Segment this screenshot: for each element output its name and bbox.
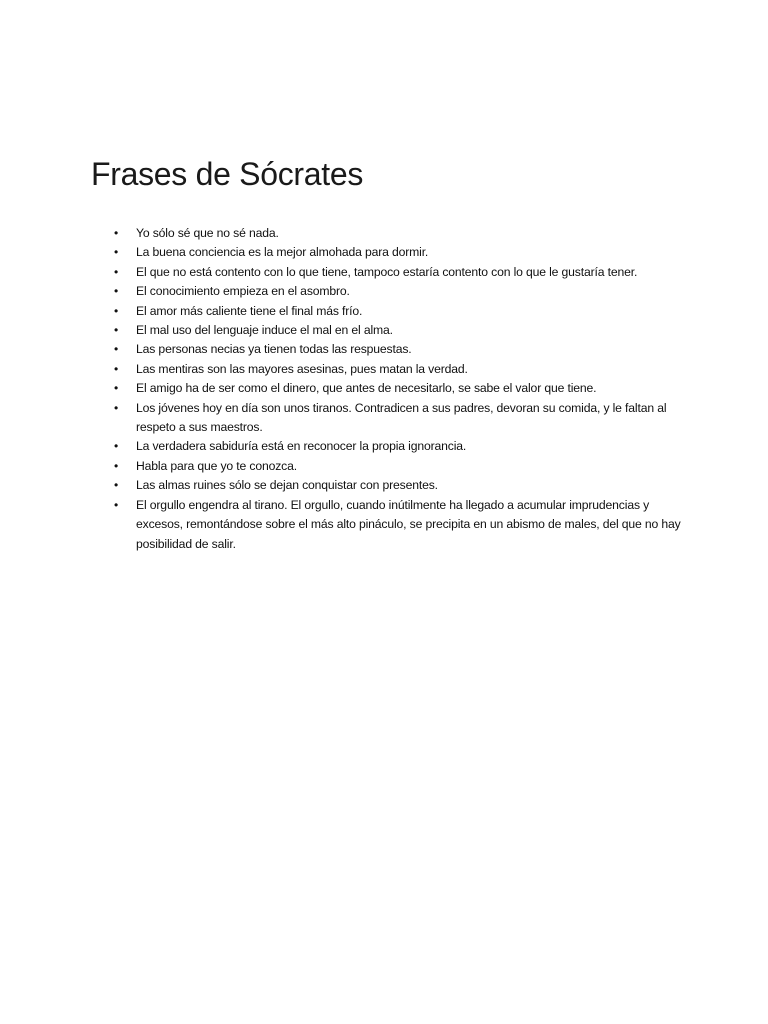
- list-item: [0, 243, 696, 262]
- quote-list: [0, 224, 768, 554]
- bullet-icon: •: [114, 303, 119, 318]
- bullet-icon: •: [114, 478, 119, 493]
- quote-text: Los jóvenes hoy en día son unos tiranos. Contradicen a sus padres, devoran su comida, y le faltan al respeto a sus maestros.: [136, 400, 667, 435]
- bullet-icon: •: [114, 458, 119, 473]
- bullet-icon: •: [114, 342, 119, 357]
- list-item: [0, 302, 696, 321]
- bullet-icon: •: [114, 226, 119, 240]
- quote-text: El amor más caliente tiene el final más frío.: [136, 303, 363, 318]
- quote-text: Las mentiras son las mayores asesinas, pues matan la verdad.: [136, 361, 468, 376]
- quote-text: Yo sólo sé que no sé nada.: [136, 226, 279, 240]
- document-title: Frases de Sócrates: [91, 156, 364, 192]
- list-item: [0, 379, 696, 398]
- list-item: [0, 399, 696, 438]
- list-item: [0, 282, 696, 301]
- quote-text: La buena conciencia es la mejor almohada para dormir.: [136, 245, 429, 260]
- bullet-icon: •: [114, 284, 119, 299]
- bullet-icon: •: [114, 361, 119, 376]
- quote-text: El amigo ha de ser como el dinero, que antes de necesitarlo, se sabe el valor que tiene.: [136, 381, 597, 396]
- list-item: [0, 457, 696, 476]
- bullet-icon: •: [114, 381, 119, 396]
- quote-text: El que no está contento con lo que tiene, tampoco estaría contento con lo que le gustaría tener.: [136, 264, 638, 279]
- list-item: [0, 263, 696, 282]
- bullet-icon: •: [114, 439, 119, 454]
- list-item: [0, 340, 696, 359]
- list-item: [0, 360, 696, 379]
- quote-text: Las almas ruines sólo se dejan conquistar con presentes.: [136, 478, 438, 493]
- list-item: [0, 224, 696, 243]
- list-item: [0, 437, 696, 456]
- quote-text: El mal uso del lenguaje induce el mal en el alma.: [136, 323, 393, 338]
- bullet-icon: •: [114, 400, 119, 415]
- quote-text: Las personas necias ya tienen todas las respuestas.: [136, 342, 412, 357]
- quote-text: El orgullo engendra al tirano. El orgullo, cuando inútilmente ha llegado a acumular imprudencias y excesos, remontándose sobre el más alto pináculo, se precipita en un abismo de males, del que no hay posibilidad de salir.: [136, 497, 681, 551]
- quote-text: La verdadera sabiduría está en reconocer la propia ignorancia.: [136, 439, 467, 454]
- bullet-icon: •: [114, 323, 119, 338]
- bullet-icon: •: [114, 497, 119, 512]
- quote-text: El conocimiento empieza en el asombro.: [136, 284, 350, 299]
- quote-text: Habla para que yo te conozca.: [136, 458, 297, 473]
- list-item: [0, 496, 696, 554]
- bullet-icon: •: [114, 245, 119, 260]
- bullet-icon: •: [114, 264, 119, 279]
- list-item: [0, 476, 696, 495]
- list-item: [0, 321, 696, 340]
